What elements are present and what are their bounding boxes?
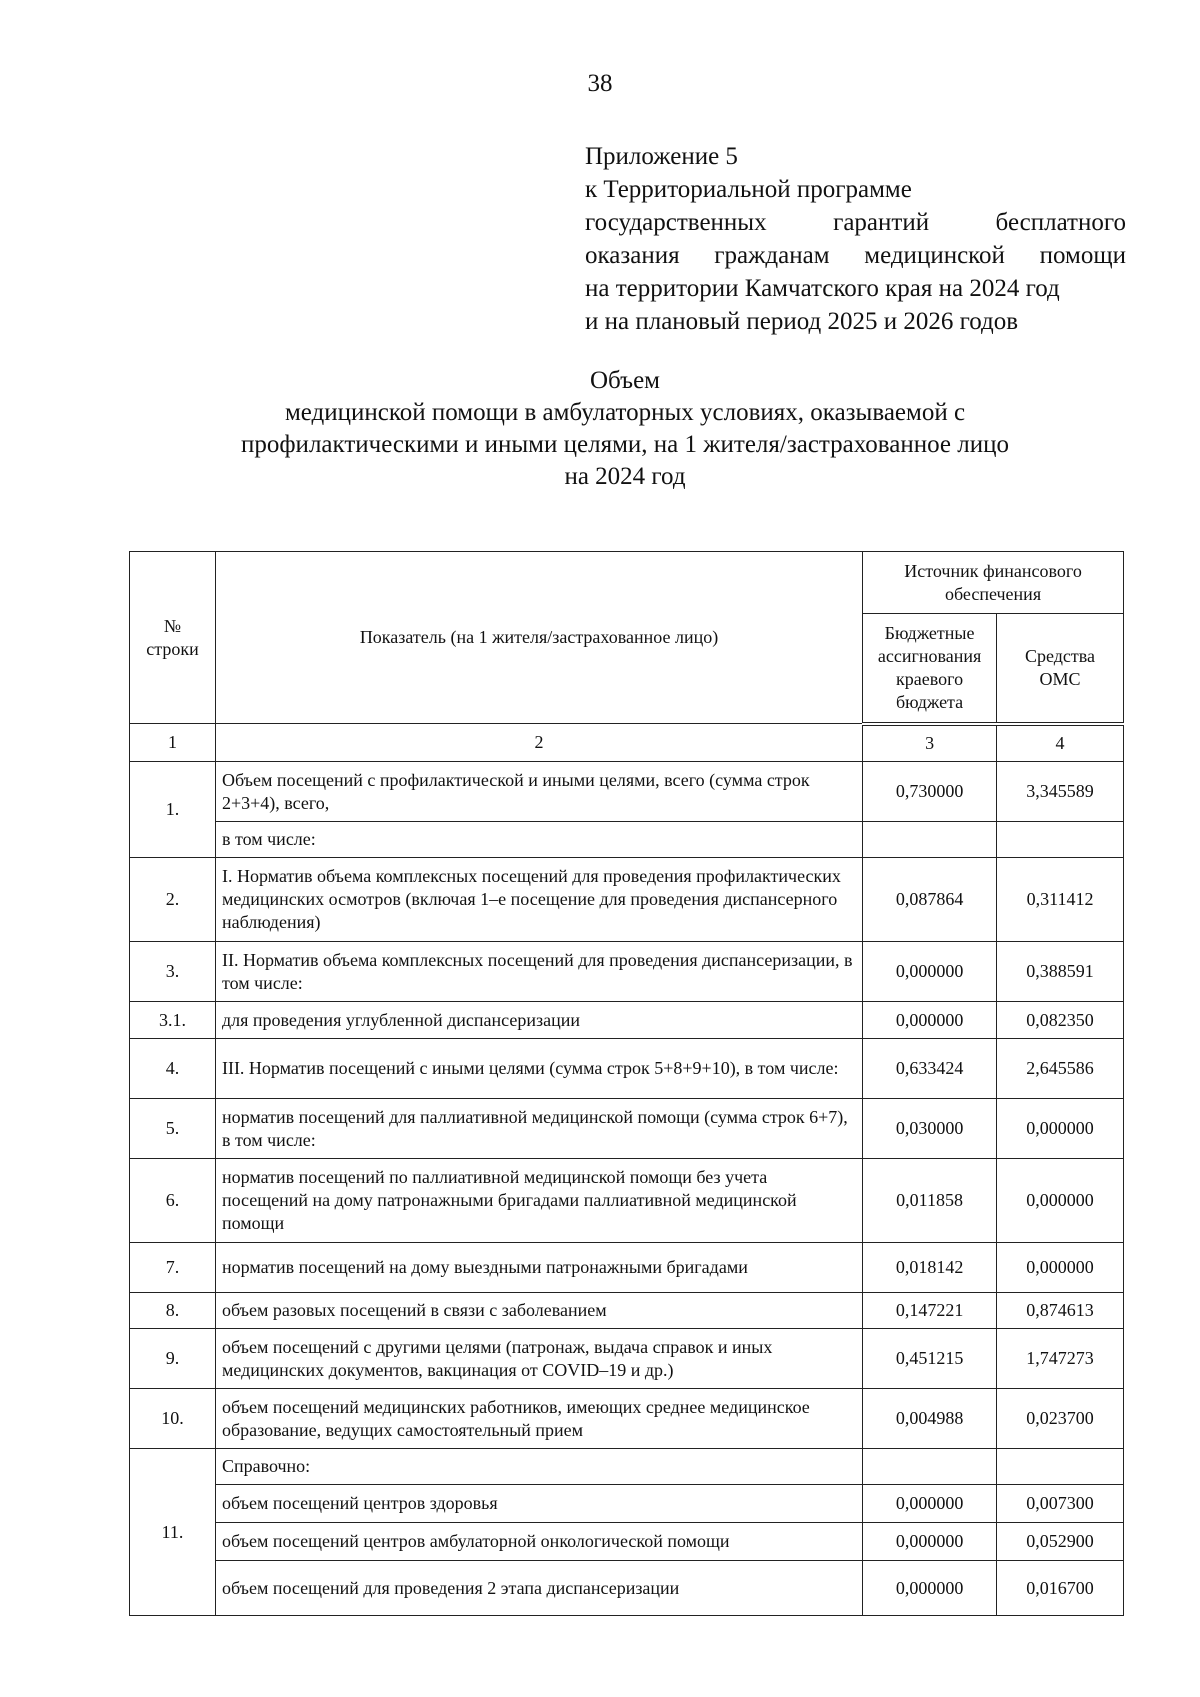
row-oms: 0,000000 [997, 1159, 1124, 1243]
row-indicator: объем посещений центров здоровья [215, 1485, 862, 1523]
row-oms: 0,874613 [997, 1293, 1124, 1329]
row-budget: 0,000000 [863, 942, 997, 1002]
row-budget: 0,451215 [863, 1329, 997, 1389]
row-budget: 0,633424 [863, 1039, 997, 1099]
row-oms: 0,000000 [997, 1243, 1124, 1293]
row-indicator: объем посещений медицинских работников, имеющих среднее медицинское образование, ведущих самостоятельный прием [215, 1389, 862, 1449]
row-oms: 1,747273 [997, 1329, 1124, 1389]
row-budget: 0,018142 [863, 1243, 997, 1293]
title-line: Объем [590, 367, 660, 394]
row-oms: 0,082350 [997, 1002, 1124, 1039]
row-indicator: объем разовых посещений в связи с заболеванием [215, 1293, 862, 1329]
row-oms: 2,645586 [997, 1039, 1124, 1099]
col-number: 4 [997, 724, 1124, 762]
row-number: 3.1. [130, 1002, 216, 1039]
appendix-line: государственных гарантий бесплатного [585, 209, 1126, 236]
row-number: 10. [130, 1389, 216, 1449]
row-budget: 0,000000 [863, 1002, 997, 1039]
row-number: 7. [130, 1243, 216, 1293]
row-budget: 0,000000 [863, 1523, 997, 1561]
appendix-header [585, 140, 1126, 338]
row-oms: 0,000000 [997, 1099, 1124, 1159]
row-indicator: III. Норматив посещений с иными целями (сумма строк 5+8+9+10), в том числе: [215, 1039, 862, 1099]
row-oms: 0,023700 [997, 1389, 1124, 1449]
row-number: 9. [130, 1329, 216, 1389]
header-row-no: № строки [130, 552, 216, 724]
appendix-line: Приложение 5 [585, 143, 738, 170]
document-title [130, 365, 1120, 493]
row-oms: 0,052900 [997, 1523, 1124, 1561]
row-budget: 0,030000 [863, 1099, 997, 1159]
col-number: 3 [863, 724, 997, 762]
row-number: 2. [130, 858, 216, 942]
row-number: 11. [130, 1449, 216, 1616]
header-indicator: Показатель (на 1 жителя/застрахованное лицо) [215, 552, 862, 724]
volume-table [129, 551, 1124, 1616]
row-indicator: норматив посещений для паллиативной медицинской помощи (сумма строк 6+7), в том числе: [215, 1099, 862, 1159]
title-line: профилактическими и иными целями, на 1 жителя/застрахованное лицо [240, 431, 1010, 458]
row-indicator: норматив посещений по паллиативной медицинской помощи без учета посещений на дому патронажными бригадами паллиативной медицинской помощи [215, 1159, 862, 1243]
row-indicator: объем посещений с другими целями (патронаж, выдача справок и иных медицинских документов, вакцинация от COVID–19 и др.) [215, 1329, 862, 1389]
appendix-line: на территории Камчатского края на 2024 год [585, 275, 1060, 302]
row-number: 3. [130, 942, 216, 1002]
row-oms: 3,345589 [997, 762, 1124, 822]
row-indicator: Объем посещений с профилактической и иными целями, всего (сумма строк 2+3+4), всего, [215, 762, 862, 822]
page-number: 38 [587, 70, 613, 97]
row-number: 1. [130, 762, 216, 858]
row-number: 6. [130, 1159, 216, 1243]
row-indicator: II. Норматив объема комплексных посещений для проведения диспансеризации, в том числе: [215, 942, 862, 1002]
row-oms: 0,388591 [997, 942, 1124, 1002]
col-number: 2 [215, 724, 862, 762]
row-indicator: норматив посещений на дому выездными патронажными бригадами [215, 1243, 862, 1293]
row-budget [863, 1449, 997, 1485]
title-line: медицинской помощи в амбулаторных условиях, оказываемой с [284, 399, 966, 426]
header-oms: Средства ОМС [997, 614, 1124, 724]
row-number: 8. [130, 1293, 216, 1329]
row-oms: 0,007300 [997, 1485, 1124, 1523]
row-budget: 0,000000 [863, 1561, 997, 1616]
row-budget: 0,087864 [863, 858, 997, 942]
appendix-line: к Территориальной программе [585, 176, 912, 203]
header-source: Источник финансового обеспечения [863, 552, 1124, 614]
row-budget: 0,730000 [863, 762, 997, 822]
row-indicator: Справочно: [215, 1449, 862, 1485]
row-budget: 0,000000 [863, 1485, 997, 1523]
title-line: на 2024 год [564, 463, 686, 490]
col-number: 1 [130, 724, 216, 762]
row-oms: 0,311412 [997, 858, 1124, 942]
row-budget [863, 822, 997, 858]
row-budget: 0,004988 [863, 1389, 997, 1449]
row-indicator: для проведения углубленной диспансеризации [215, 1002, 862, 1039]
row-oms [997, 822, 1124, 858]
header-budget: Бюджетные ассигнования краевого бюджета [863, 614, 997, 724]
row-indicator: I. Норматив объема комплексных посещений для проведения профилактических медицинских осмотров (включая 1–е посещение для проведения диспансерного наблюдения) [215, 858, 862, 942]
row-indicator: объем посещений центров амбулаторной онкологической помощи [215, 1523, 862, 1561]
row-number: 4. [130, 1039, 216, 1099]
appendix-line: оказания гражданам медицинской помощи [585, 242, 1126, 269]
row-number: 5. [130, 1099, 216, 1159]
row-budget: 0,147221 [863, 1293, 997, 1329]
row-oms: 0,016700 [997, 1561, 1124, 1616]
appendix-line: и на плановый период 2025 и 2026 годов [585, 308, 1019, 335]
row-indicator: в том числе: [215, 822, 862, 858]
row-oms [997, 1449, 1124, 1485]
row-budget: 0,011858 [863, 1159, 997, 1243]
row-indicator: объем посещений для проведения 2 этапа диспансеризации [215, 1561, 862, 1616]
